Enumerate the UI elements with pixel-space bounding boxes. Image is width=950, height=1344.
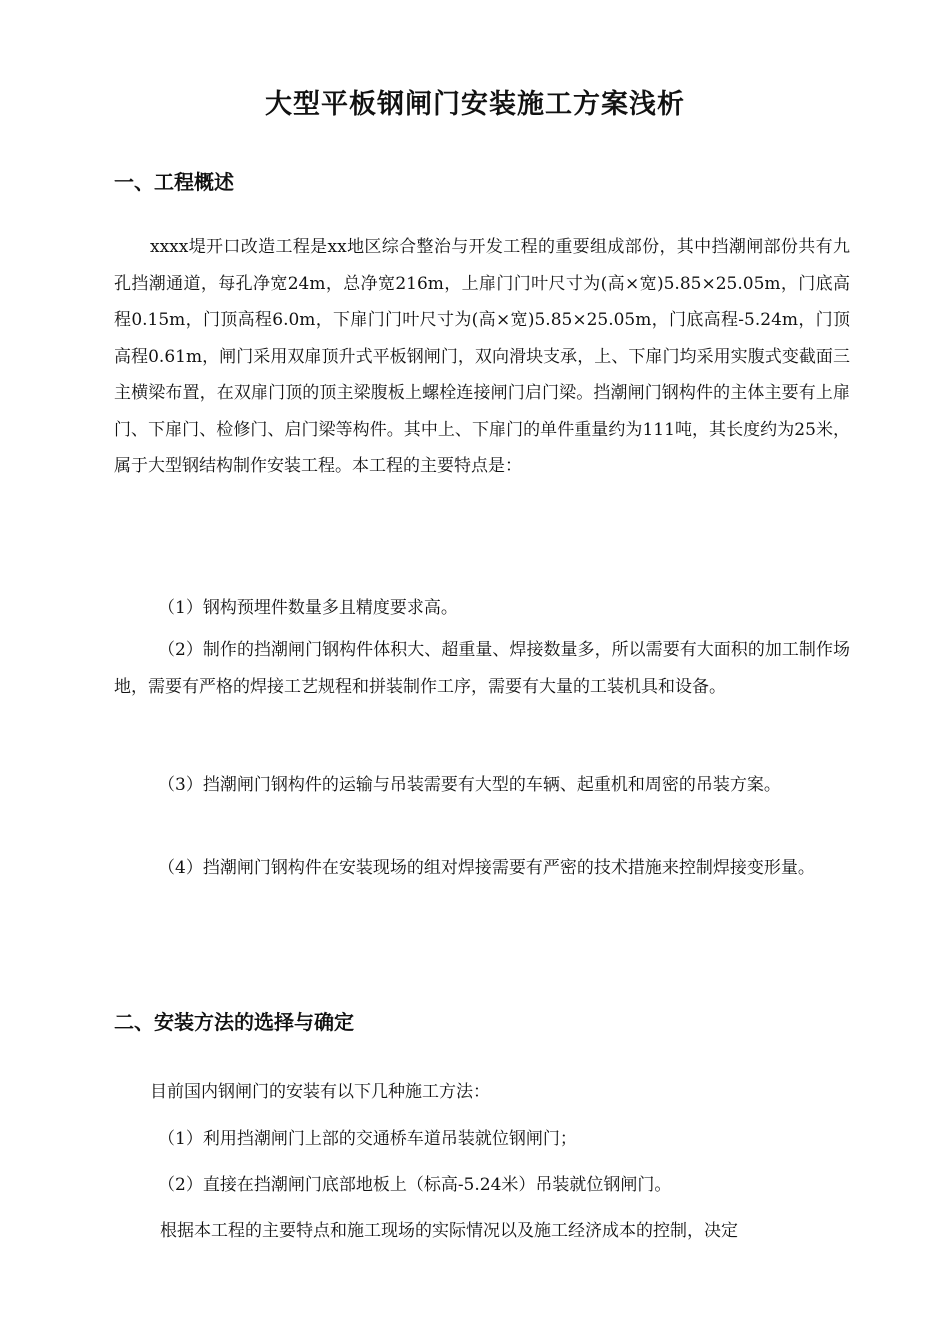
section-heading-method: 二、安装方法的选择与确定 (114, 1010, 354, 1034)
feature-item-3: （3）挡潮闸门钢构件的运输与吊装需要有大型的车辆、起重机和周密的吊装方案。 (158, 775, 781, 795)
method-intro: 目前国内钢闸门的安装有以下几种施工方法： (150, 1082, 490, 1102)
feature-item-1: （1）钢构预埋件数量多且精度要求高。 (158, 598, 458, 618)
method-item-1: （1）利用挡潮闸门上部的交通桥车道吊装就位钢闸门； (158, 1129, 577, 1149)
feature-item-4: （4）挡潮闸门钢构件在安装现场的组对焊接需要有严密的技术措施来控制焊接变形量。 (158, 858, 815, 878)
section-heading-overview: 一、工程概述 (114, 170, 234, 194)
document-title: 大型平板钢闸门安装施工方案浅析 (265, 89, 685, 120)
overview-paragraph: xxxx堤开口改造工程是xx地区综合整治与开发工程的重要组成部份，其中挡潮闸部份共有九孔挡潮通道，每孔净宽24m，总净宽216m，上扉门门叶尺寸为(高×宽)5.85×25.05m，门底高程0.15m，门顶高程6.0m，下扉门门叶尺寸为(高×宽)5.85×25.05m，门底高程-5.24m，门顶高程0.61m，闸门采用双扉顶升式平板钢闸门，双向滑块支承，上、下扉门均采用实腹式变截面三主横梁布置，在双扉门顶的顶主梁腹板上螺栓连接闸门启门梁。挡潮闸门钢构件的主体主要有上扉门、下扉门、检修门、启门梁等构件。其中上、下扉门的单件重量约为111吨，其长度约为25米，属于大型钢结构制作安装工程。本工程的主要特点是： (114, 237, 850, 476)
method-decision: 根据本工程的主要特点和施工现场的实际情况以及施工经济成本的控制，决定 (160, 1221, 738, 1241)
method-item-2: （2）直接在挡潮闸门底部地板上（标高-5.24米）吊装就位钢闸门。 (158, 1175, 672, 1195)
feature-item-2: （2）制作的挡潮闸门钢构件体积大、超重量、焊接数量多，所以需要有大面积的加工制作场地，需要有严格的焊接工艺规程和拼装制作工序，需要有大量的工装机具和设备。 (114, 640, 850, 697)
